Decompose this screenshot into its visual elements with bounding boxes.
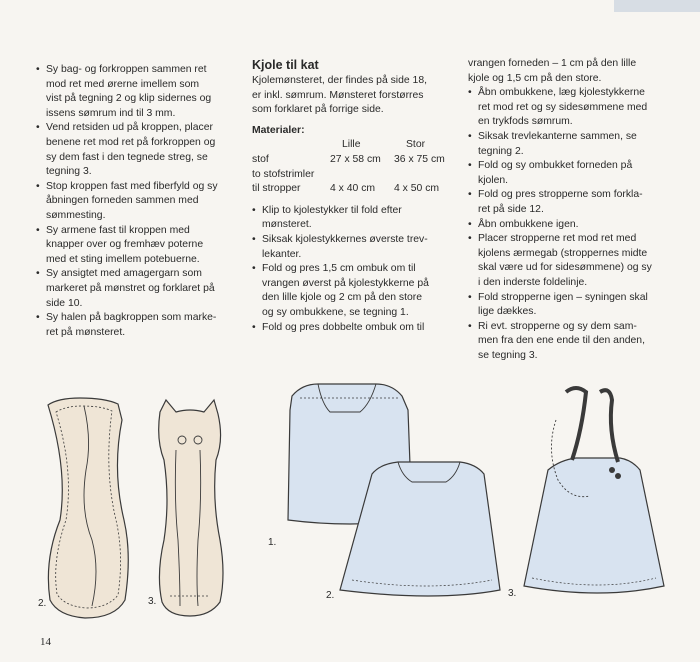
cat-body-illustration-3 (159, 400, 223, 616)
materials-header-lille: Lille (342, 139, 361, 151)
material-name: til stropper (252, 183, 301, 195)
bullet-line: med et sting imellem potebuerne. (46, 253, 200, 265)
figure-label: 2. (326, 590, 335, 601)
material-lille: 27 x 58 cm (330, 153, 381, 165)
bullet-line: den lille kjole og 2 cm på den store (262, 292, 422, 304)
bullet-line: sy dem fast i den tegnede streg, se (46, 151, 208, 163)
intro-line: som forklaret på forrige side. (252, 104, 384, 116)
bullet-line: i den inderste foldelinje. (478, 276, 588, 288)
bullet-line: • Åbn ombukkene igen. (478, 218, 579, 230)
continuation-line: kjole og 1,5 cm på den store. (468, 72, 602, 84)
bullet-line: tegning 3. (46, 166, 92, 178)
bullet-line: vist på tegning 2 og klip sidernes og (46, 93, 212, 105)
bullet-line: åbningen forneden sammen med (46, 195, 199, 207)
bullet-line: vrangen øverst på kjolestykkerne på (262, 277, 429, 289)
bullet-line: mønsteret. (262, 219, 312, 231)
bullet-line: tegning 2. (478, 145, 524, 157)
material-stor: 36 x 75 cm (394, 153, 445, 165)
bullet-line: men fra den ene ende til den anden, (478, 335, 645, 347)
bullet-line: ret mod ret og sy sidesømmene med (478, 101, 648, 113)
bullet-line: • Ri evt. stropperne og sy dem sam- (478, 320, 637, 332)
bullet-line: skal være ud for sidesømmene) og sy (478, 262, 652, 274)
material-lille: 4 x 40 cm (330, 183, 376, 195)
bullet-line: mod ret med ørerne imellem som (46, 78, 200, 90)
bullet-line: markeret på mønstret og forklaret på (46, 282, 215, 294)
section-heading: Kjole til kat (252, 58, 319, 72)
continuation-line: vrangen forneden – 1 cm på den lille (468, 58, 637, 69)
intro-line: er inkl. sømrum. Mønsteret forstørres (252, 89, 424, 101)
bullet-line: • Fold stropperne igen – syningen skal (478, 291, 648, 303)
intro-line: Kjolemønsteret, der findes på side 18, (252, 75, 428, 86)
bullet-line: en trykfods sømrum. (478, 116, 573, 128)
bullet-line: side 10. (46, 297, 83, 309)
figure-label: 1. (268, 537, 277, 548)
bullet-line: • Placer stropperne ret mod ret med (478, 233, 637, 245)
material-stor: 4 x 50 cm (394, 183, 440, 195)
bullet-line: benene ret mod ret på forkroppen og (46, 136, 216, 148)
bullet-line: • Sy armene fast til kroppen med (46, 224, 190, 236)
materials-title: Materialer: (252, 124, 305, 136)
bullet-line: lige dækkes. (478, 306, 537, 318)
bullet-line: issens sømrum ind til 3 mm. (46, 107, 176, 119)
bullet-line: • Stop kroppen fast med fiberfyld og sy (46, 180, 218, 192)
bullet-line: • Fold og sy ombukket forneden på (478, 160, 633, 172)
dress-illustration-3 (524, 388, 664, 593)
bullet-line: • Vend retsiden ud på kroppen, placer (46, 122, 213, 134)
page-number: 14 (40, 636, 51, 648)
bullet-line: • Fold og pres 1,5 cm ombuk om til (262, 263, 416, 275)
cat-body-illustration-2 (48, 398, 128, 618)
bullet-line: og sy ombukkene, se tegning 1. (262, 306, 409, 318)
bullet-line: kjolens ærmegab (stroppernes midte (478, 247, 648, 259)
bullet-line: sømmesting. (46, 209, 106, 221)
material-name: to stofstrimler (252, 168, 315, 180)
bullet-line: • Fold og pres stropperne som forkla- (478, 189, 643, 201)
bullet-line: knapper over og fremhæv poterne (46, 239, 204, 251)
bullet-line: kjolen. (478, 174, 509, 186)
materials-header-stor: Stor (406, 139, 426, 151)
bullet-line: • Fold og pres dobbelte ombuk om til (262, 321, 425, 333)
bullet-line: ret på side 12. (478, 203, 544, 215)
material-name: stof (252, 153, 269, 165)
bullet-line: ret på mønsteret. (46, 326, 126, 338)
figure-label: 3. (508, 588, 517, 599)
figure-label: 3. (148, 596, 157, 607)
bullet-line: • Siksak trevlekanterne sammen, se (478, 130, 637, 142)
bullet-line: • Sy bag- og forkroppen sammen ret (46, 64, 207, 75)
bullet-line: • Sy ansigtet med amagergarn som (46, 268, 202, 280)
bullet-line: • Sy halen på bagkroppen som marke- (46, 312, 217, 324)
bullet-line: • Åbn ombukkene, læg kjolestykkerne (478, 87, 645, 99)
bullet-line: lekanter. (262, 248, 302, 260)
bullet-line: se tegning 3. (478, 349, 538, 361)
bullet-line: • Klip to kjolestykker til fold efter (262, 204, 402, 216)
figure-label: 2. (38, 598, 47, 609)
bullet-line: • Siksak kjolestykkernes øverste trev- (262, 233, 428, 245)
